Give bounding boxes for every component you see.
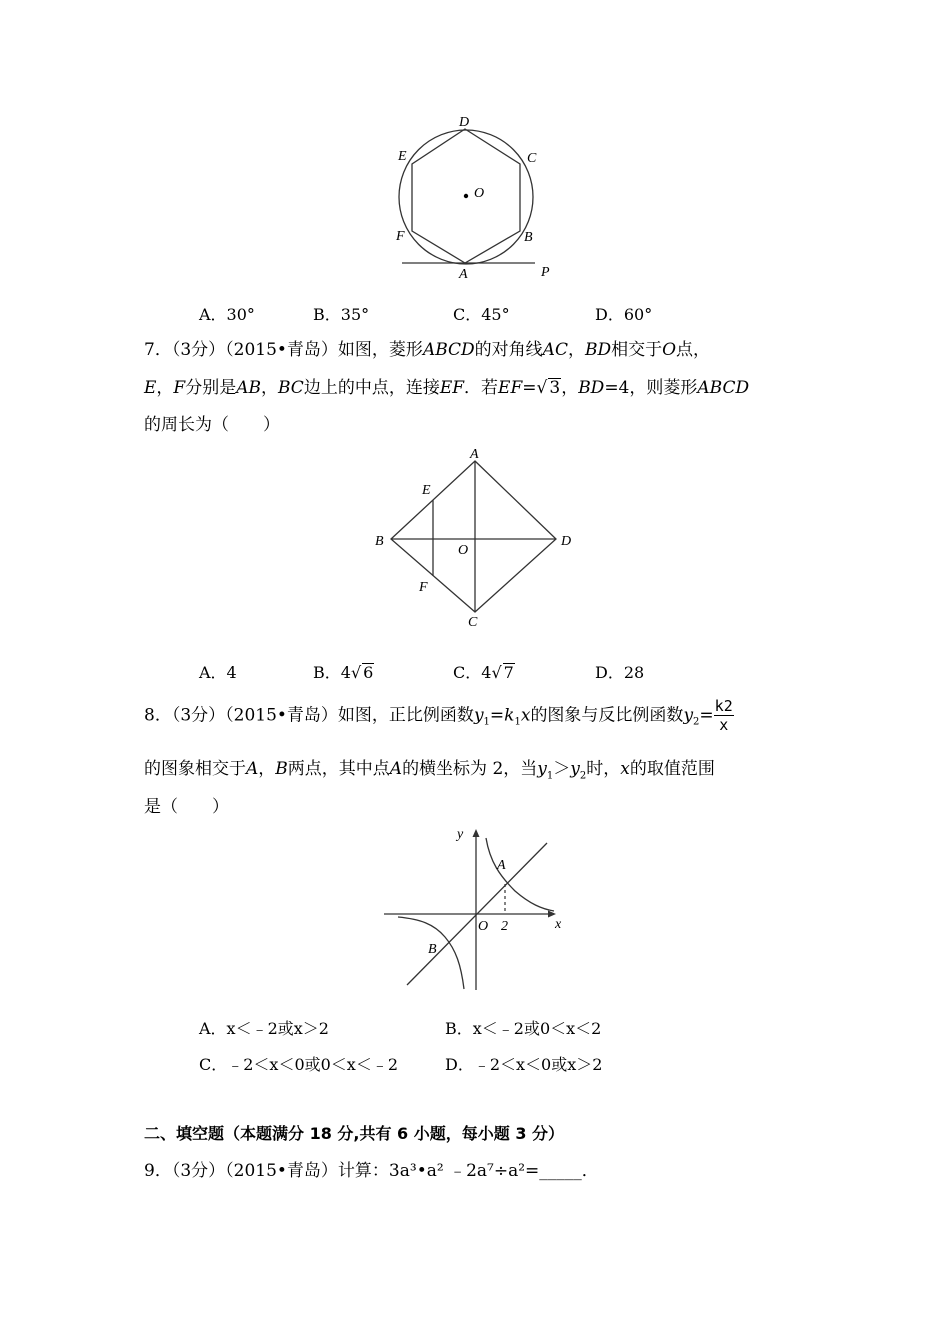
q8-option-a: A．x＜﹣2或x＞2 <box>199 1019 329 1038</box>
q8-line-3: 是（ ） <box>144 797 229 817</box>
figure-q7-rhombus <box>370 440 580 635</box>
label-d: D <box>459 115 470 130</box>
q7-line-3: 的周长为（ ） <box>144 415 280 435</box>
q6-option-d: D．60° <box>595 305 653 324</box>
rhombus-abcd <box>391 461 556 612</box>
label-o: O <box>458 543 469 558</box>
fraction-k2-over-x: $\frac{k2}{x}$ <box>714 697 733 734</box>
q6-option-a: A．30° <box>199 305 255 324</box>
label-o: O <box>478 919 489 934</box>
label-b: B <box>375 534 384 549</box>
q7-option-d: D．28 <box>595 663 645 682</box>
q8-option-b: B．x＜﹣2或0＜x＜2 <box>445 1019 602 1038</box>
q8-option-c: C．﹣2＜x＜0或0＜x＜﹣2 <box>199 1055 399 1074</box>
label-a: A <box>459 267 468 282</box>
q7-option-a: A．4 <box>199 663 237 682</box>
label-2: 2 <box>501 919 508 934</box>
label-e: E <box>398 149 407 164</box>
q8-line-2: 的图象相交于A，B两点，其中点A的横坐标为 2，当$y_1>y_2$时，x的取值范围 <box>144 759 715 782</box>
label-o: O <box>474 186 485 201</box>
q6-option-c: C．45° <box>453 305 510 324</box>
q7-line-1: 7．（3分）（2015•青岛）如图，菱形ABCD的对角线AC，BD相交于O点， <box>144 340 711 360</box>
label-p: P <box>541 265 550 280</box>
label-a: A <box>497 858 506 873</box>
label-b: B <box>524 230 533 245</box>
figure-q6-hexagon-circle <box>390 108 570 283</box>
q7-option-b: B．4√ 6 <box>313 663 374 682</box>
center-point-o <box>464 194 468 198</box>
label-d: D <box>561 534 572 549</box>
q6-option-b: B．35° <box>313 305 370 324</box>
label-y: y <box>457 827 464 842</box>
q9-text: 9．（3分）（2015•青岛）计算：3a³•a² ﹣2a⁷÷a²=_____． <box>144 1161 599 1181</box>
label-f: F <box>396 229 405 244</box>
figure-q8-function-graph <box>380 822 580 997</box>
label-b: B <box>428 942 437 957</box>
label-x: x <box>555 917 562 932</box>
label-a: A <box>470 447 479 462</box>
label-e: E <box>422 483 431 498</box>
q7-line-2: E，F分别是AB，BC边上的中点，连接EF．若EF=√ 3，BD=4，则菱形ABCD <box>144 378 750 398</box>
q7-option-c: C．4√ 7 <box>453 663 514 682</box>
q8-option-d: D．﹣2＜x＜0或x＞2 <box>445 1055 603 1074</box>
section-2-heading: 二、填空题（本题满分 18 分,共有 6 小题，每小题 3 分） <box>144 1124 565 1143</box>
y-axis-arrow <box>473 829 480 837</box>
q8-line-1: 8．（3分）（2015•青岛）如图，正比例函数$y_1=k_1x$的图象与反比例函数$y_2=$ $\frac{k2}{x}$ <box>144 697 733 734</box>
hyperbola-branch-1 <box>486 838 554 911</box>
label-c: C <box>527 151 537 166</box>
label-f: F <box>419 580 428 595</box>
label-c: C <box>468 615 478 630</box>
